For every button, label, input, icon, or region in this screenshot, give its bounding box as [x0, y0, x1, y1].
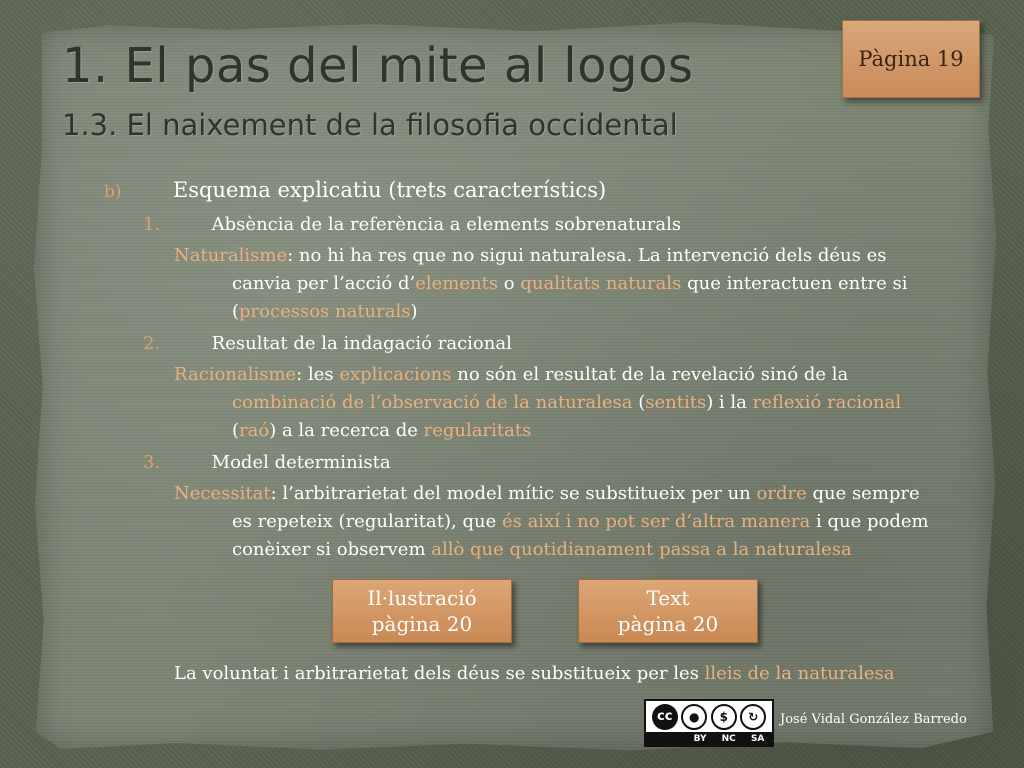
list-item-text: Esquema explicatiu (trets característics)	[172, 178, 607, 202]
body-text: o	[498, 273, 521, 294]
sa-cycle-icon: ↻	[740, 704, 766, 730]
term-highlight: lleis de la naturalesa	[704, 663, 895, 684]
list-marker: 1.	[143, 214, 161, 235]
outline-item-2	[143, 330, 512, 358]
body-text: La voluntat i arbitrarietat dels déus se substitueix per les	[174, 663, 705, 684]
term-highlight: allò que quotidianament passa a la naturalesa	[431, 539, 852, 560]
slide-subtitle: 1.3. El naixement de la filosofia occidental	[62, 108, 678, 142]
rationalism-line-1	[174, 361, 848, 389]
cc-license-badge[interactable]	[644, 699, 774, 747]
term-highlight: Naturalisme	[174, 245, 288, 266]
body-text: : les	[296, 364, 340, 385]
term-highlight: regularitats	[423, 420, 532, 441]
list-item-text: Absència de la referència a elements sobrenaturals	[211, 214, 682, 235]
cc-label-nc: NC	[721, 733, 736, 744]
naturalism-line-3	[232, 298, 418, 326]
body-text: que interactuen entre si	[681, 273, 908, 294]
button-label: Text	[646, 586, 690, 610]
body-text: : l’arbitrarietat del model mític se substitueix per un	[270, 483, 757, 504]
term-highlight: combinació de l’observació de la naturalesa	[232, 392, 633, 413]
term-highlight: explicacions	[339, 364, 452, 385]
button-sublabel: pàgina 20	[371, 612, 473, 636]
term-highlight: Racionalisme	[174, 364, 297, 385]
page-tag-label: Pàgina 19	[858, 47, 964, 71]
necessity-line-2	[232, 508, 929, 536]
text-button[interactable]	[578, 579, 758, 643]
body-text: canvia per l’acció d’	[232, 273, 416, 294]
cc-label-sa: SA	[750, 733, 765, 744]
outline-item-1	[143, 211, 681, 239]
button-sublabel: pàgina 20	[617, 612, 719, 636]
body-text: (	[632, 392, 646, 413]
body-text: (	[232, 301, 240, 322]
body-text: ) a la recerca de	[269, 420, 424, 441]
slide-title: 1. El pas del mite al logos	[62, 38, 694, 94]
outline-item-3	[143, 449, 391, 477]
term-highlight: raó	[239, 420, 270, 441]
body-text: ) i la	[706, 392, 753, 413]
outline-item-b	[104, 176, 606, 206]
list-marker: 3.	[143, 452, 161, 473]
button-label: Il·lustració	[367, 586, 477, 610]
cc-icons-row	[646, 701, 772, 732]
necessity-line-3	[232, 536, 852, 564]
cc-label-by: BY	[693, 733, 707, 744]
list-item-text: Model determinista	[211, 452, 391, 473]
term-highlight: Necessitat	[174, 483, 271, 504]
term-highlight: processos naturals	[239, 301, 411, 322]
term-highlight: qualitats naturals	[520, 273, 682, 294]
body-text: i que podem	[810, 511, 929, 532]
list-marker: 2.	[143, 333, 161, 354]
naturalism-line-2	[232, 270, 907, 298]
body-text: es repeteix (regularitat), que	[232, 511, 502, 532]
nc-dollar-icon: $	[711, 704, 737, 730]
conclusion-line	[174, 660, 895, 688]
by-person-icon: ●	[681, 704, 707, 730]
body-text: no són el resultat de la revelació sinó de la	[451, 364, 849, 385]
list-item-text: Resultat de la indagació racional	[211, 333, 512, 354]
body-text: : no hi ha res que no sigui naturalesa. La intervenció dels déus es	[287, 245, 887, 266]
term-highlight: ordre	[756, 483, 807, 504]
cc-labels-row	[646, 732, 772, 745]
term-highlight: és així i no pot ser d’altra manera	[501, 511, 811, 532]
body-text: que sempre	[806, 483, 920, 504]
body-text: (	[232, 420, 240, 441]
cc-icon: cc	[652, 704, 678, 730]
term-highlight: elements	[415, 273, 499, 294]
rationalism-line-2	[232, 389, 901, 417]
body-text: conèixer si observem	[232, 539, 432, 560]
term-highlight: sentits	[645, 392, 707, 413]
necessity-line-1	[174, 480, 920, 508]
body-text: )	[410, 301, 418, 322]
author-credit: José Vidal González Barredo	[780, 712, 967, 727]
naturalism-line-1	[174, 242, 887, 270]
list-marker: b)	[104, 182, 122, 202]
rationalism-line-3	[232, 417, 531, 445]
illustration-button[interactable]	[332, 579, 512, 643]
term-highlight: reflexió racional	[752, 392, 902, 413]
